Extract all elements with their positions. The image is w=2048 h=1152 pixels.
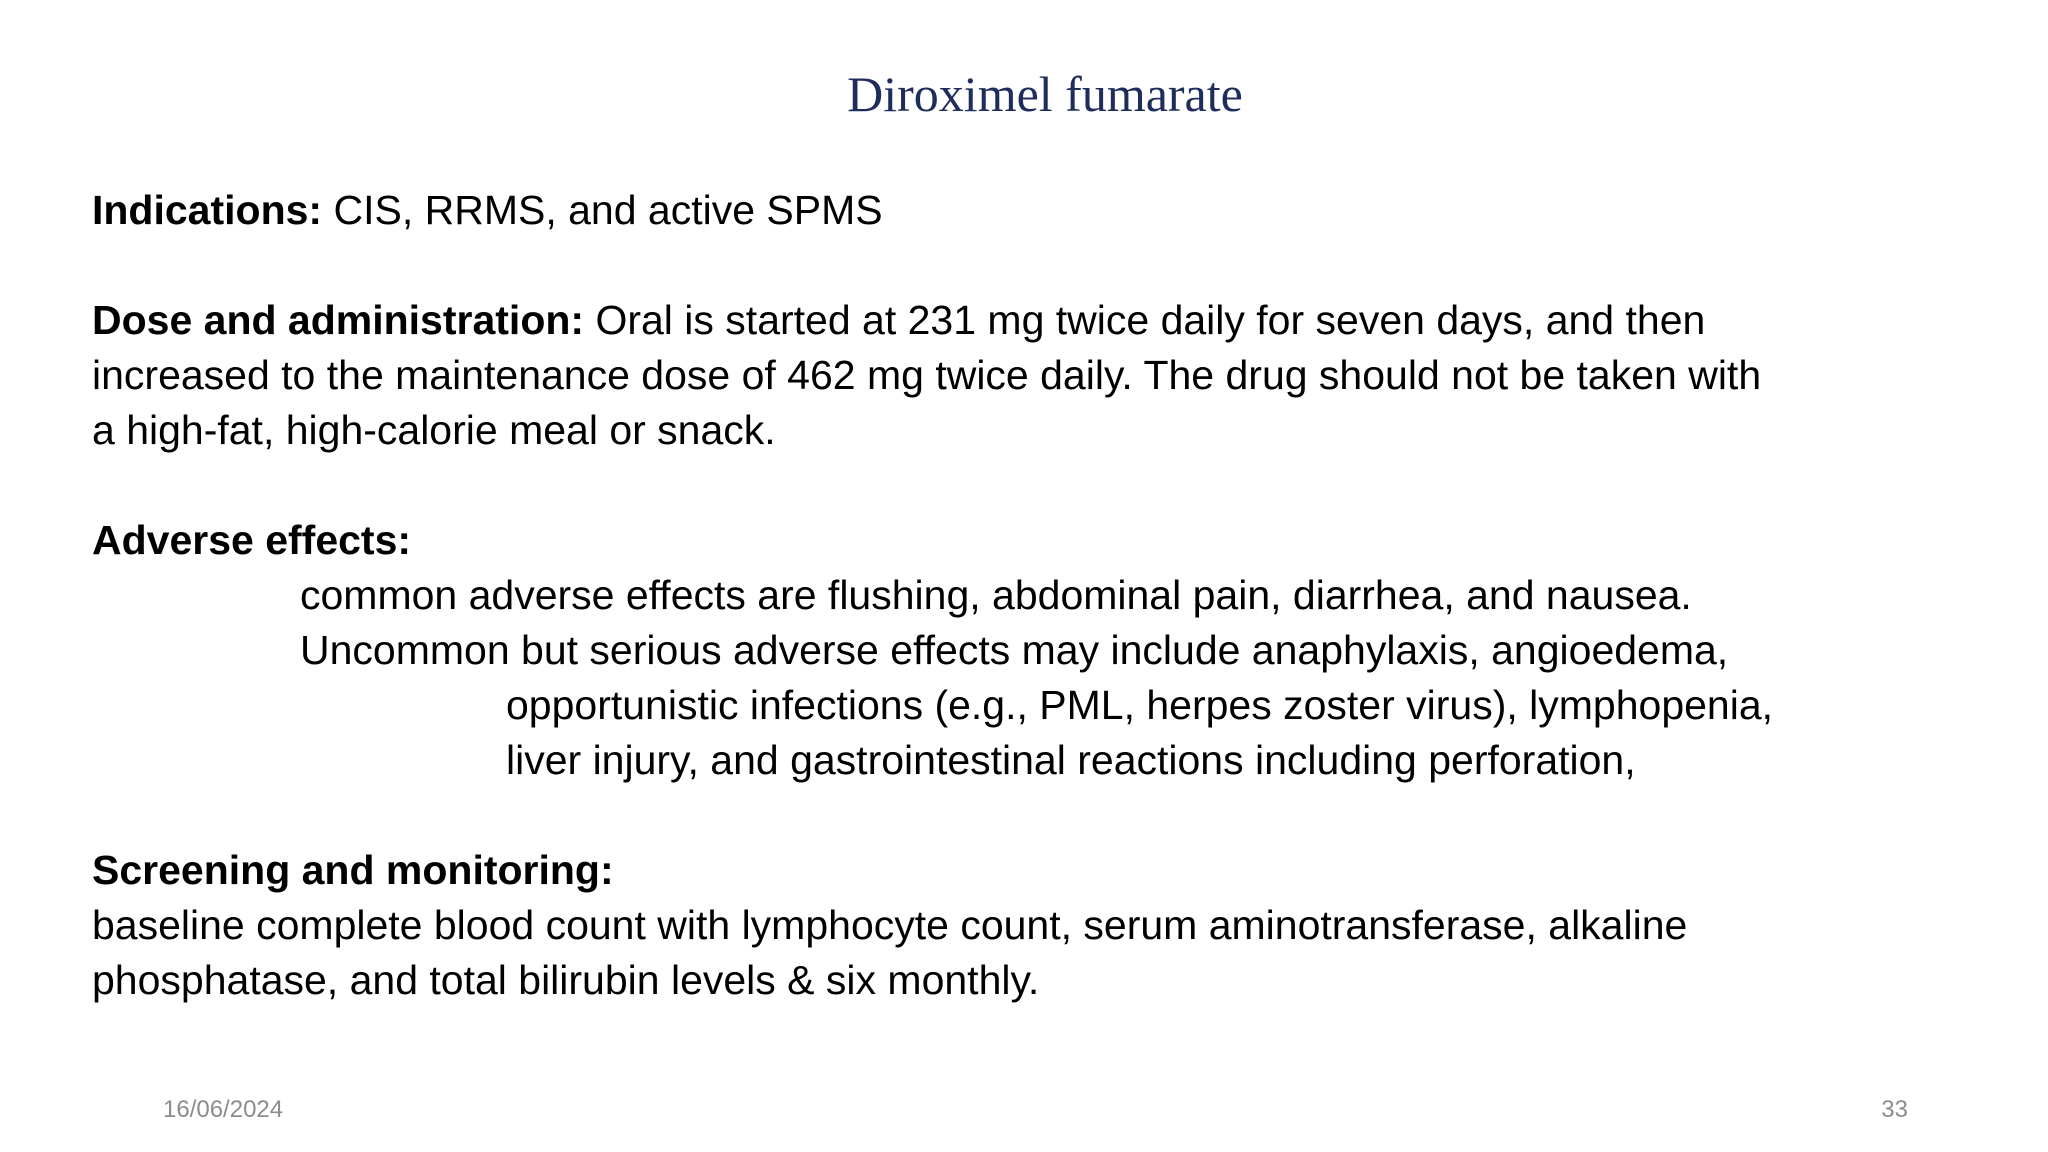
adverse-line-4: liver injury, and gastrointestinal reactions including perforation, (506, 737, 1636, 783)
spacer (92, 458, 2012, 513)
adverse-line-3: opportunistic infections (e.g., PML, herpes zoster virus), lymphopenia, (506, 682, 1774, 728)
spacer (92, 788, 2012, 843)
dose-label: Dose and administration: (92, 297, 585, 343)
spacer (92, 238, 2012, 293)
slide-body (92, 183, 2012, 1008)
indications-label: Indications: (92, 187, 323, 233)
adverse-line-1: common adverse effects are flushing, abdominal pain, diarrhea, and nausea. (300, 572, 1692, 618)
slide-title: Diroximel fumarate (847, 66, 1243, 122)
dose-text-1: Oral is started at 231 mg twice daily for seven days, and then (584, 297, 1706, 343)
adverse-label: Adverse effects: (92, 517, 412, 563)
dose-line-3: a high-fat, high-calorie meal or snack. (92, 407, 776, 453)
screening-line-1: baseline complete blood count with lymphocyte count, serum aminotransferase, alkaline (92, 902, 1688, 948)
indications-text: CIS, RRMS, and active SPMS (322, 187, 883, 233)
dose-line-2: increased to the maintenance dose of 462 mg twice daily. The drug should not be taken with (92, 352, 1762, 398)
footer-date: 16/06/2024 (163, 1096, 284, 1123)
screening-label: Screening and monitoring: (92, 847, 614, 893)
adverse-line-2: Uncommon but serious adverse effects may include anaphylaxis, angioedema, (300, 627, 1729, 673)
screening-line-2: phosphatase, and total bilirubin levels & six monthly. (92, 957, 1040, 1003)
footer-page-number: 33 (1881, 1096, 1908, 1123)
dose-line-1 (92, 293, 2012, 348)
indications-line (92, 183, 2012, 238)
